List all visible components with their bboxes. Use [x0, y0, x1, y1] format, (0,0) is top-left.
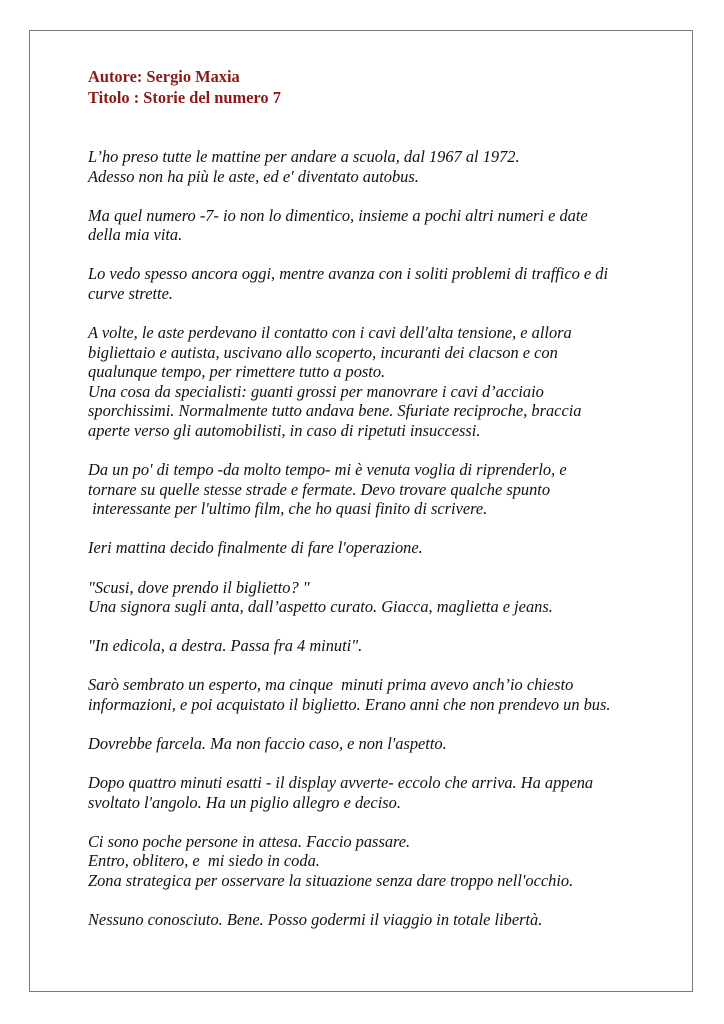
paragraph — [88, 147, 668, 186]
paragraph — [88, 460, 668, 519]
text-line: Ieri mattina decido finalmente di fare l'operazione. — [88, 538, 423, 558]
paragraph — [88, 538, 668, 558]
text-line: Entro, oblitero, e mi siedo in coda. — [88, 851, 320, 871]
text-line: Da un po' di tempo -da molto tempo- mi è venuta voglia di riprenderlo, e — [88, 460, 567, 480]
text-line: svoltato l'angolo. Ha un piglio allegro e deciso. — [88, 792, 401, 812]
text-line: Nessuno conosciuto. Bene. Posso godermi il viaggio in totale libertà. — [88, 910, 543, 930]
text-line: A volte, le aste perdevano il contatto con i cavi dell'alta tensione, e allora — [88, 323, 572, 343]
text-line: Una cosa da specialisti: guanti grossi per manovrare i cavi d’acciaio — [88, 381, 544, 401]
paragraph — [88, 323, 668, 441]
document-body — [88, 66, 668, 949]
text-line: L’ho preso tutte le mattine per andare a scuola, dal 1967 al 1972. — [88, 147, 520, 166]
document-header — [88, 66, 668, 108]
text-line: aperte verso gli automobilisti, in caso di ripetuti insuccessi. — [88, 421, 481, 441]
text-line: Una signora sugli anta, dall’aspetto curato. Giacca, maglietta e jeans. — [88, 597, 553, 617]
paragraph — [88, 734, 668, 754]
text-line: "In edicola, a destra. Passa fra 4 minuti". — [88, 636, 363, 656]
text-line: Adesso non ha più le aste, ed e' diventato autobus. — [88, 166, 419, 186]
text-line: Dovrebbe farcela. Ma non faccio caso, e non l'aspetto. — [88, 733, 447, 753]
author-line: Autore: Sergio Maxia — [88, 67, 240, 86]
paragraph — [88, 636, 668, 656]
title-line: Titolo : Storie del numero 7 — [88, 88, 281, 107]
paragraph — [88, 264, 668, 303]
text-line: bigliettaio e autista, uscivano allo scoperto, incuranti dei clacson e con — [88, 342, 558, 362]
text-line: Sarò sembrato un esperto, ma cinque minuti prima avevo anch’io chiesto — [88, 675, 574, 695]
text-line: Dopo quattro minuti esatti - il display avverte- eccolo che arriva. Ha appena — [88, 773, 594, 793]
text-line: Ci sono poche persone in attesa. Faccio passare. — [88, 831, 411, 851]
text-line: curve strette. — [88, 283, 173, 303]
text-line: "Scusi, dove prendo il biglietto? " — [88, 577, 310, 597]
text-line: interessante per l'ultimo film, che ho quasi finito di scrivere. — [88, 499, 488, 519]
text-line: Lo vedo spesso ancora oggi, mentre avanza con i soliti problemi di traffico e di — [88, 264, 609, 284]
paragraph — [88, 773, 668, 812]
text-line: tornare su quelle stesse strade e fermate. Devo trovare qualche spunto — [88, 479, 551, 499]
text-line: Zona strategica per osservare la situazione senza dare troppo nell'occhio. — [88, 870, 574, 890]
story-text — [88, 147, 668, 930]
paragraph — [88, 578, 668, 617]
text-line: informazioni, e poi acquistato il biglietto. Erano anni che non prendevo un bus. — [88, 694, 611, 714]
paragraph — [88, 675, 668, 714]
text-line: sporchissimi. Normalmente tutto andava bene. Sfuriate reciproche, braccia — [88, 401, 582, 421]
paragraph — [88, 910, 668, 930]
paragraph — [88, 206, 668, 245]
text-line: della mia vita. — [88, 225, 183, 245]
paragraph — [88, 832, 668, 891]
text-line: Ma quel numero -7- io non lo dimentico, insieme a pochi altri numeri e date — [88, 205, 588, 225]
text-line: qualunque tempo, per rimettere tutto a posto. — [88, 362, 386, 382]
